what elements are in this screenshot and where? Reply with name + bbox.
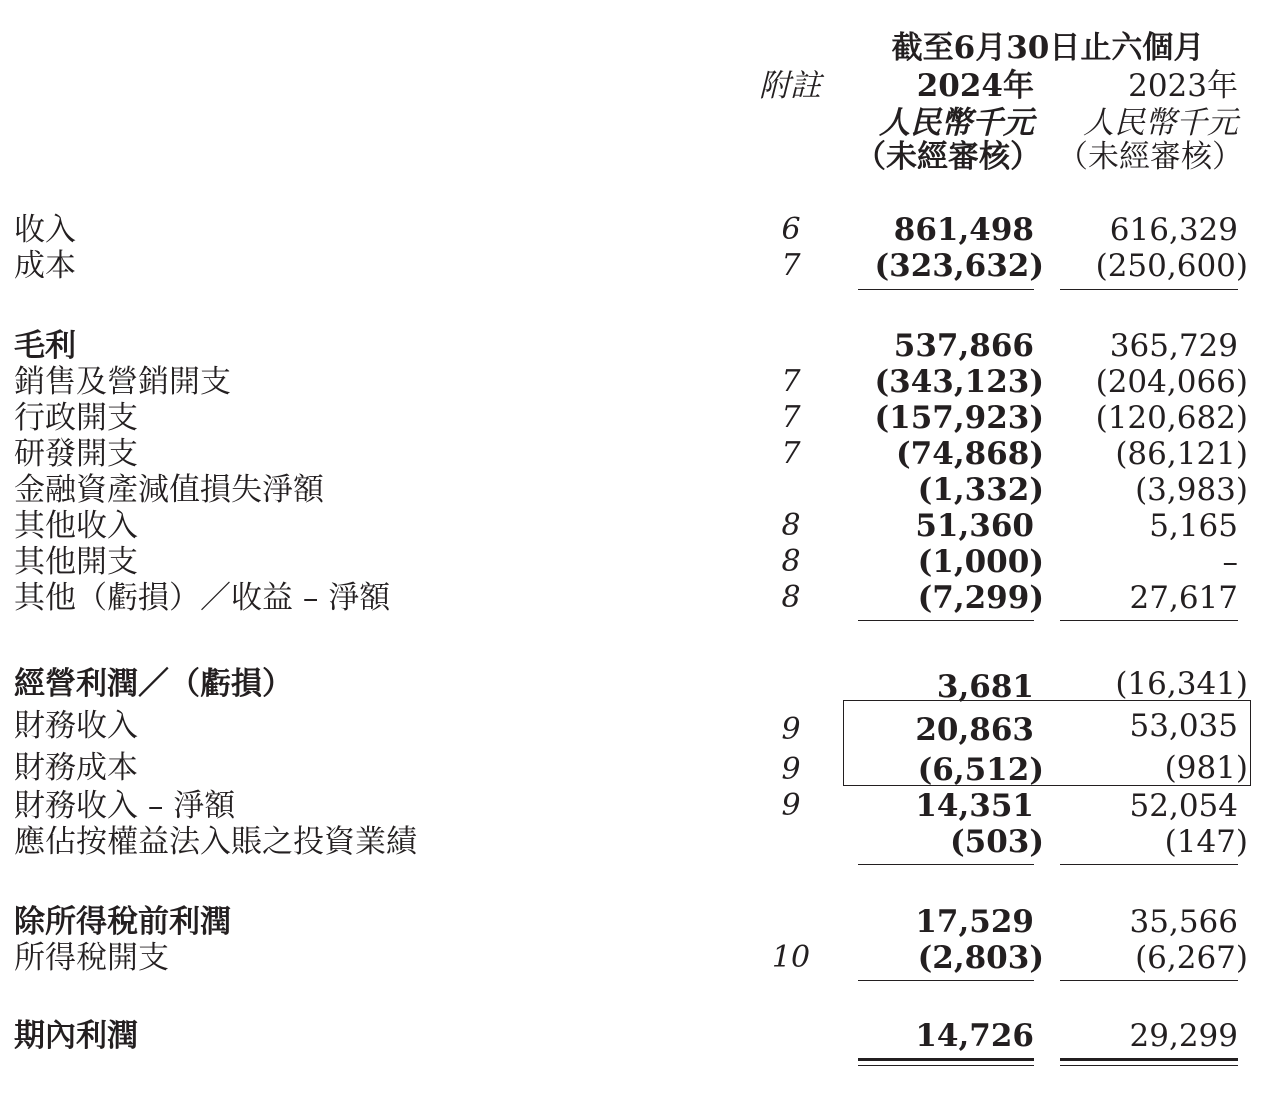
row-label: 銷售及營銷開支 (14, 364, 231, 400)
row-label: 財務收入 (14, 708, 138, 744)
value-2024: 17,529 (915, 904, 1034, 940)
row-other-expenses (0, 544, 1278, 580)
row-label: 應佔按權益法入賬之投資業績 (14, 824, 417, 860)
audit-status-2024: （未經審核） (855, 139, 1041, 175)
total-double-rule-2023 (1060, 1058, 1238, 1066)
row-label: 其他開支 (14, 544, 138, 580)
year-2024-heading: 2024年 (916, 68, 1034, 104)
value-2024: (1,000) (917, 544, 1044, 580)
value-2024: 20,863 (915, 712, 1034, 748)
row-finance-income (0, 708, 1278, 748)
year-2023-heading: 2023年 (1128, 68, 1238, 104)
row-impairment (0, 472, 1278, 508)
value-2023: 52,054 (1129, 788, 1238, 824)
currency-2024-heading: 人民幣千元 (879, 105, 1034, 141)
value-2023: (981) (1164, 750, 1248, 786)
row-label: 所得稅開支 (14, 940, 169, 976)
subtotal-rule-2024 (858, 289, 1034, 290)
row-operating-profit (0, 666, 1278, 705)
value-2023: 53,035 (1129, 708, 1238, 744)
value-2023: (204,066) (1095, 364, 1248, 400)
row-label: 金融資產減值損失淨額 (14, 472, 324, 508)
subtotal-rule-2023 (1060, 289, 1238, 290)
row-note: 8 (781, 544, 801, 579)
row-label: 財務收入 – 淨額 (14, 788, 236, 824)
value-2024: 537,866 (893, 328, 1034, 364)
value-2024: (343,123) (874, 364, 1044, 400)
value-2024: (7,299) (917, 580, 1044, 616)
value-2024: 51,360 (915, 508, 1034, 544)
value-2023: (6,267) (1135, 940, 1248, 976)
row-cost (0, 248, 1278, 284)
row-label: 其他（虧損）／收益 – 淨額 (14, 580, 391, 616)
row-note: 8 (781, 508, 801, 543)
value-2023: (120,682) (1095, 400, 1248, 436)
row-label: 除所得稅前利潤 (14, 904, 231, 940)
row-note: 8 (781, 580, 801, 615)
value-2024: (323,632) (874, 248, 1044, 284)
value-2024: 14,726 (915, 1018, 1034, 1054)
subtotal-rule-2023 (1060, 620, 1238, 621)
value-2023: 365,729 (1109, 328, 1238, 364)
value-2023: 27,617 (1129, 580, 1238, 616)
row-note: 6 (781, 212, 801, 247)
value-2024: 861,498 (893, 212, 1034, 248)
row-note: 7 (781, 248, 801, 283)
row-income-tax (0, 940, 1278, 976)
row-label: 毛利 (14, 328, 76, 364)
row-note: 9 (781, 752, 801, 787)
value-2023: (250,600) (1095, 248, 1248, 284)
row-rd-expenses (0, 436, 1278, 472)
row-other-gains-losses (0, 580, 1278, 616)
row-gross-profit (0, 328, 1278, 364)
value-2024: (157,923) (874, 400, 1044, 436)
row-profit-before-tax (0, 904, 1278, 940)
row-equity-method-results (0, 824, 1278, 860)
total-double-rule-2024 (858, 1058, 1034, 1066)
row-label: 期內利潤 (14, 1018, 138, 1054)
value-2023: – (1222, 544, 1238, 580)
value-2023: 35,566 (1129, 904, 1238, 940)
row-admin-expenses (0, 400, 1278, 436)
value-2024: 3,681 (936, 669, 1034, 705)
row-label: 行政開支 (14, 400, 138, 436)
currency-2023-heading: 人民幣千元 (1083, 105, 1238, 141)
row-finance-costs (0, 750, 1278, 786)
value-2023: (3,983) (1135, 472, 1248, 508)
subtotal-rule-2023 (1060, 864, 1238, 865)
row-selling-expenses (0, 364, 1278, 400)
row-note: 7 (781, 400, 801, 435)
value-2024: (1,332) (917, 472, 1044, 508)
value-2023: (147) (1164, 824, 1248, 860)
value-2024: 14,351 (915, 788, 1034, 824)
period-heading: 截至6月30日止六個月 (891, 30, 1205, 66)
value-2024: (503) (949, 824, 1044, 860)
row-label: 財務成本 (14, 750, 138, 786)
audit-status-2023: （未經審核） (1057, 139, 1243, 175)
row-label: 其他收入 (14, 508, 138, 544)
row-note: 10 (771, 940, 811, 975)
row-label: 研發開支 (14, 436, 138, 472)
row-other-income (0, 508, 1278, 544)
subtotal-rule-2024 (858, 864, 1034, 865)
row-label: 經營利潤／（虧損） (14, 666, 293, 702)
value-2023: 5,165 (1149, 508, 1238, 544)
value-2023: 29,299 (1129, 1018, 1238, 1054)
row-note: 7 (781, 436, 801, 471)
value-2024: (74,868) (896, 436, 1044, 472)
row-revenue (0, 212, 1278, 248)
row-note: 9 (781, 712, 801, 747)
value-2024: (6,512) (917, 752, 1044, 788)
row-note: 9 (781, 788, 801, 823)
row-finance-income-net (0, 788, 1278, 824)
subtotal-rule-2024 (858, 980, 1034, 981)
value-2024: (2,803) (917, 940, 1044, 976)
row-label: 收入 (14, 212, 76, 248)
value-2023: 616,329 (1109, 212, 1238, 248)
row-label: 成本 (14, 248, 76, 284)
row-profit-for-period (0, 1018, 1278, 1054)
row-note: 7 (781, 364, 801, 399)
value-2023: (86,121) (1115, 436, 1248, 472)
note-column-heading: 附註 (759, 68, 821, 104)
subtotal-rule-2023 (1060, 980, 1238, 981)
value-2023: (16,341) (1115, 666, 1248, 702)
subtotal-rule-2024 (858, 620, 1034, 621)
